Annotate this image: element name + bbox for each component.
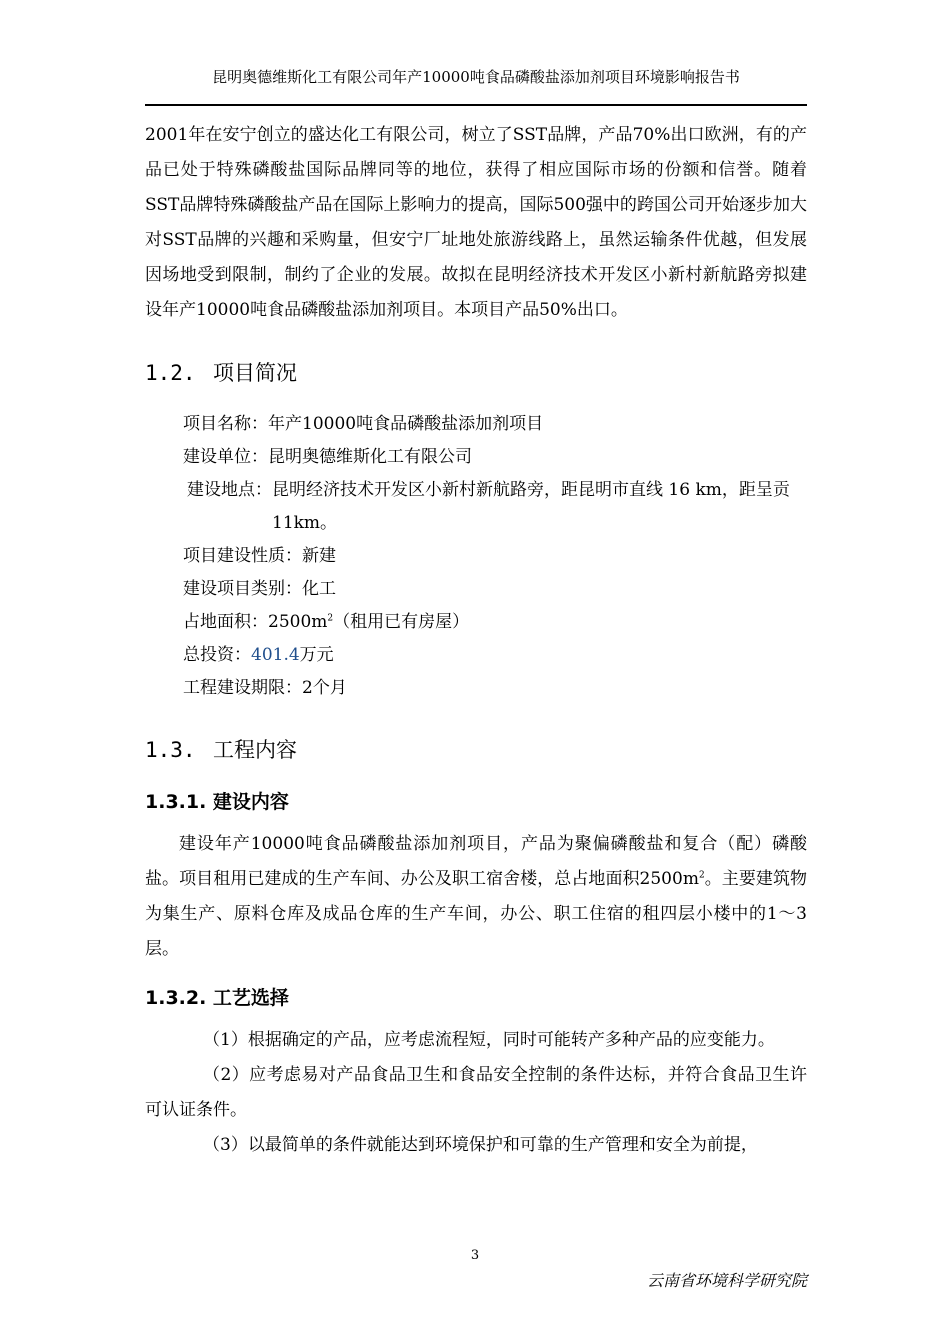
field-value: 昆明经济技术开发区小新村新航路旁，距昆明市直线 16 km，距呈贡11km。 xyxy=(272,480,790,533)
field-label: 建设地点： xyxy=(187,480,272,500)
field-value xyxy=(251,639,807,672)
construction-nature-row xyxy=(183,540,807,573)
construction-unit-row xyxy=(183,441,807,474)
page-content xyxy=(145,118,807,1163)
field-value: 新建 xyxy=(302,546,336,566)
area-superscript: 2 xyxy=(327,613,334,624)
area-note: （租用已有房屋） xyxy=(333,612,470,632)
field-value: 2个月 xyxy=(302,678,347,698)
field-label: 总投资： xyxy=(183,645,251,665)
project-summary xyxy=(145,408,807,705)
construction-period-row xyxy=(183,672,807,705)
section-1-3-1-heading: 1.3.1. 建设内容 xyxy=(145,791,289,813)
field-value xyxy=(268,606,807,639)
field-value: 昆明奥德维斯化工有限公司 xyxy=(268,447,472,467)
header-title: 昆明奥德维斯化工有限公司年产10000吨食品磷酸盐添加剂项目环境影响报告书 xyxy=(212,68,740,86)
construction-site-row xyxy=(183,474,807,540)
process-item: （1）根据确定的产品，应考虑流程短，同时可能转产多种产品的应变能力。 xyxy=(203,1030,775,1050)
field-label: 建设项目类别： xyxy=(183,579,302,599)
field-label: 项目名称： xyxy=(183,414,268,434)
construction-content-paragraph xyxy=(145,827,807,967)
section-number: 1.3. xyxy=(145,738,196,762)
field-value: 化工 xyxy=(302,579,336,599)
section-1-3-heading xyxy=(145,733,807,767)
field-label: 建设单位： xyxy=(183,447,268,467)
process-item: （2）应考虑易对产品食品卫生和食品安全控制的条件达标，并符合食品卫生许可认证条件。 xyxy=(145,1065,807,1120)
field-label: 占地面积： xyxy=(183,612,268,632)
page-number: 3 xyxy=(470,1248,480,1263)
area-value: 2500m xyxy=(268,612,328,632)
field-value: 年产10000吨食品磷酸盐添加剂项目 xyxy=(268,414,544,434)
section-1-2-heading xyxy=(145,356,807,390)
field-label: 工程建设期限： xyxy=(183,678,302,698)
project-name-row xyxy=(183,408,807,441)
paragraph-text: 。主要建筑物为集生产、原料仓库及成品仓库的生产车间，办公、职工住宿的租四层小楼中的1～3层。 xyxy=(145,869,807,959)
total-investment-row xyxy=(183,639,807,672)
section-1-3-2-heading: 1.3.2. 工艺选择 xyxy=(145,987,289,1009)
investment-amount: 401.4 xyxy=(251,645,300,665)
superscript: 2 xyxy=(698,870,705,881)
section-title: 项目简况 xyxy=(213,361,297,385)
process-item: （3）以最简单的条件就能达到环境保护和可靠的生产管理和安全为前提， xyxy=(203,1135,758,1155)
intro-paragraph: 2001年在安宁创立的盛达化工有限公司，树立了SST品牌，产品70%出口欧洲，有的产品已处于特殊磷酸盐国际品牌同等的地位，获得了相应国际市场的份额和信誉。随着SST品牌特殊磷酸盐产品在国际上影响力的提高，国际500强中的跨国公司开始逐步加大对SST品牌的兴趣和采购量，但安宁厂址地处旅游线路上，虽然运输条件优越，但发展因场地受到限制，制约了企业的发展。故拟在昆明经济技术开发区小新村新航路旁拟建设年产10000吨食品磷酸盐添加剂项目。本项目产品50%出口。 xyxy=(145,125,807,320)
paragraph-text: 建设年产10000吨食品磷酸盐添加剂项目，产品为聚偏磷酸盐和复合（配）磷酸盐。项目租用已建成的生产车间、办公及职工宿舍楼，总占地面积2500m xyxy=(145,834,807,889)
section-number: 1.2. xyxy=(145,361,196,385)
project-category-row xyxy=(183,573,807,606)
investment-unit: 万元 xyxy=(299,645,334,665)
page-header xyxy=(145,62,807,106)
section-title: 工程内容 xyxy=(213,738,297,762)
land-area-row xyxy=(183,606,807,639)
field-label: 项目建设性质： xyxy=(183,546,302,566)
organization-name: 云南省环境科学研究院 xyxy=(646,1271,807,1290)
